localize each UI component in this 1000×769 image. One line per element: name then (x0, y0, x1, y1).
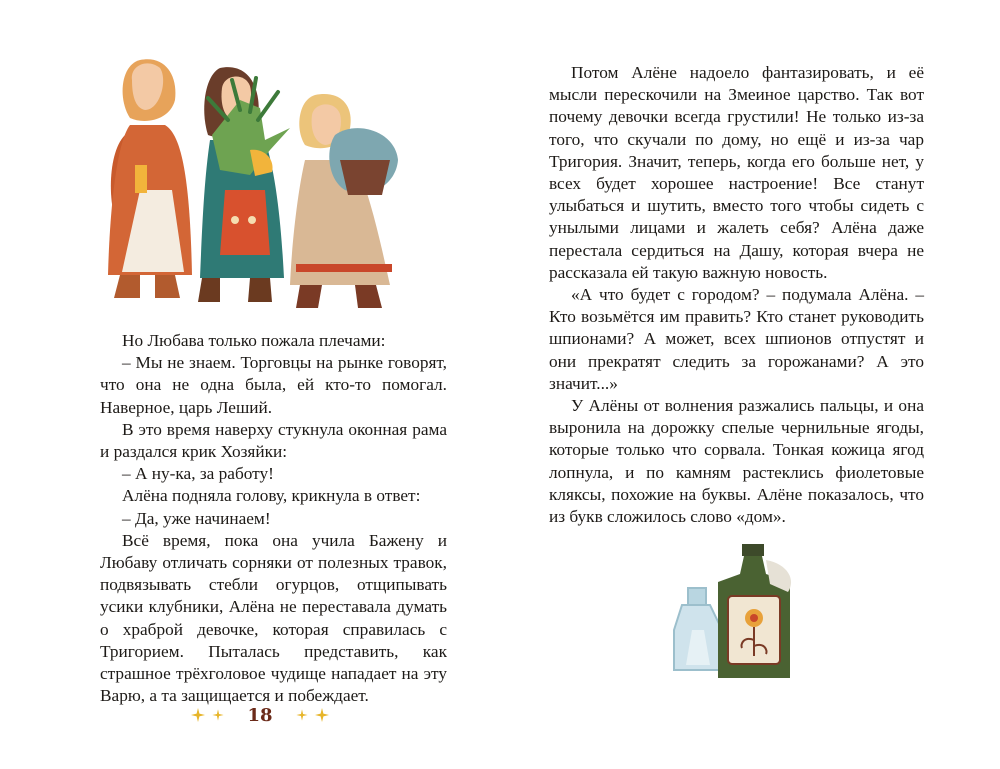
paragraph: Алёна подняла голову, крикнула в ответ: (122, 486, 421, 506)
green-bottle (718, 544, 791, 678)
three-girls-illustration (100, 40, 400, 310)
girl-left-figure (108, 59, 192, 298)
ornament-star-icon (211, 708, 225, 722)
bottles-illustration (670, 530, 850, 680)
paragraph: – А ну-ка, за работу! (122, 464, 274, 484)
paragraph: Потом Алёне надоело фантазировать, и её мысли перескочили на Змеиное царство. Так вот почему девочки всегда грустили! Не только из-за того, что скучали по дому, но ещё и из-за чар Тригория. Значит, теперь, когда его больше нет, у всех будет хорошее настроение! Все станут улыбаться и шутить, вместо того чтобы сидеть с унылыми лицами и жалеть себя? Алёна даже перестала сердиться на Дашу, которая вчера не рассказала ей такую важную новость. (549, 63, 924, 282)
ornament-star-icon (191, 708, 205, 722)
girl-center-figure (198, 67, 290, 302)
left-page-text (100, 330, 447, 707)
paragraph: – Да, уже начинаем! (122, 508, 271, 528)
ornament-star-icon (295, 708, 309, 722)
right-page (500, 0, 1000, 769)
glass-bottle (674, 588, 722, 670)
page-footer (180, 702, 340, 728)
paragraph: У Алёны от волнения разжались пальцы, и она выронила на дорожку спелые чернильные ягоды, которые только что сорвала. Тонкая кожица ягод лопнула, и по камням растеклись фиолетовые кляксы, похожие на буквы. Алёне показалось, что из букв сложилось слово «дом». (549, 396, 924, 527)
girl-right-figure (290, 94, 398, 308)
paragraph: – Мы не знаем. Торговцы на рынке говорят, что она не одна была, ей кто-то помогал. Наверное, царь Леший. (100, 353, 447, 417)
ornament-star-icon (315, 708, 329, 722)
paragraph: «А что будет с городом? – подумала Алёна. – Кто возьмётся им править? Кто станет руководить шпионами? А может, всех шпионов отпустят и они прекратят следить за горожанами? А это значит...» (549, 285, 924, 393)
paragraph: Но Любава только пожала плечами: (122, 331, 386, 350)
right-page-text (549, 62, 924, 528)
paragraph: В это время наверху стукнула оконная рама и раздался крик Хозяйки: (100, 419, 447, 462)
paragraph: Всё время, пока она учила Бажену и Любаву отличать сорняки от полезных травок, подвязывать стебли огурцов, отщипывать усики клубники, Алёна не переставала думать о храброй девочке, которая справилась с Тригорием. Пыталась представить, как страшное трёхголовое чудище нападает на эту Варю, а та защищается и побеждает. (100, 530, 447, 706)
page-number: 18 (247, 704, 273, 726)
